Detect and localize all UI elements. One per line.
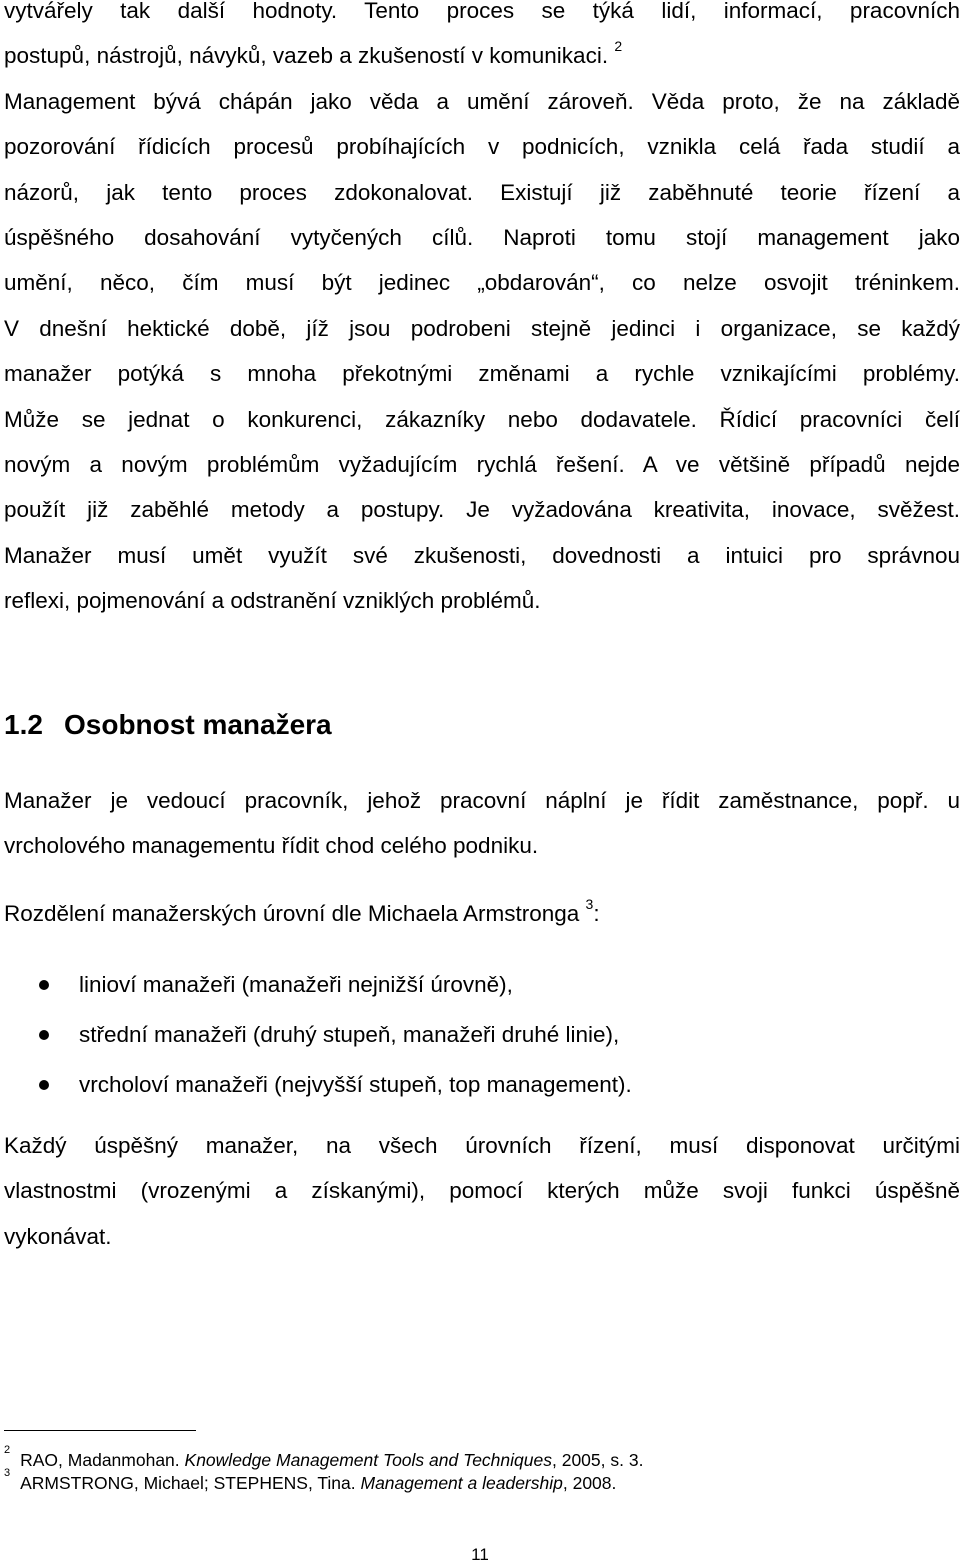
footnote-ref[interactable]: 2 [614,37,623,54]
footnote-separator [4,1430,196,1431]
bullet-icon [39,1030,49,1040]
page-number: 11 [471,1545,489,1564]
paragraph-line: Každý úspěšný manažer, na všech úrovních řízení, musí disponovat určitými [4,1133,960,1158]
footnote: $^3$ ARMSTRONG, Michael; STEPHENS, Tina. Management a leadership, 2008. [4,1467,617,1493]
paragraph-line: postupů, nástrojů, návyků, vazeb a zkušeností v komunikaci. $^2$ [4,37,623,69]
list-item: vrcholoví manažeři (nejvyšší stupeň, top management). [0,1062,632,1112]
footnote-ref[interactable]: 3 [585,895,594,912]
paragraph-line: vytvářely tak další hodnoty. Tento proces se týká lidí, informací, pracovních [4,0,960,23]
paragraph-line: reflexi, pojmenování a odstranění vzniklých problémů. [4,588,541,614]
footnote: $^2$ RAO, Madanmohan. Knowledge Management Tools and Techniques, 2005, s. 3. [4,1444,644,1470]
paragraph-line: Manažer je vedoucí pracovník, jehož pracovní náplní je řídit zaměstnance, popř. u [4,788,960,813]
list-item: střední manažeři (druhý stupeň, manažeři druhé linie), [0,1012,632,1062]
paragraph-line: pozorování řídicích procesů probíhajících v podnicích, vznikla celá řada studií a [4,134,960,160]
paragraph-line: novým a novým problémům vyžadujícím rychlá řešení. A ve většině případů nejde [4,452,960,478]
body-paragraph [4,1123,960,1259]
bullet-icon [39,980,49,990]
body-paragraph [4,891,960,936]
paragraph-line: Manažer musí umět využít své zkušenosti, dovednosti a intuici pro správnou [4,542,960,568]
paragraph-line: použít již zaběhlé metody a postupy. Je vyžadována kreativita, inovace, svěžest. [4,497,960,523]
paragraph-line: umění, něco, čím musí být jedinec „obdarován“, co nelze osvojit tréninkem. [4,270,960,296]
manager-levels-list [0,962,632,1112]
body-paragraph [4,778,960,869]
paragraph-line: Může se jednat o konkurenci, zákazníky nebo dodavatele. Řídicí pracovníci čelí [4,406,960,432]
paragraph-line: manažer potýká s mnoha překotnými změnami a rychle vznikajícími problémy. [4,361,960,387]
section-title: Osobnost manažera [64,709,332,740]
paragraph-line: názorů, jak tento proces zdokonalovat. Existují již zaběhnuté teorie řízení a [4,179,960,205]
section-number: 1.2 [4,709,43,740]
list-item: linioví manažeři (manažeři nejnižší úrovně), [0,962,632,1012]
body-paragraph [4,0,960,624]
paragraph-line: vykonávat. [4,1223,112,1249]
paragraph-line: V dnešní hektické době, jíž jsou podrobeni stejně jedinci i organizace, se každý [4,315,960,341]
paragraph-line: úspěšného dosahování vytyčených cílů. Naproti tomu stojí management jako [4,225,960,251]
paragraph-line: Rozdělení manažerských úrovní dle Michaela Armstronga $^3$: [4,895,600,926]
section-heading [4,705,332,745]
bullet-icon [39,1080,49,1090]
paragraph-line: vrcholového managementu řídit chod celého podniku. [4,833,539,859]
paragraph-line: Management bývá chápán jako věda a umění zároveň. Věda proto, že na základě [4,88,960,114]
paragraph-line: vlastnostmi (vrozenými a získanými), pomocí kterých může svoji funkci úspěšně [4,1178,960,1204]
